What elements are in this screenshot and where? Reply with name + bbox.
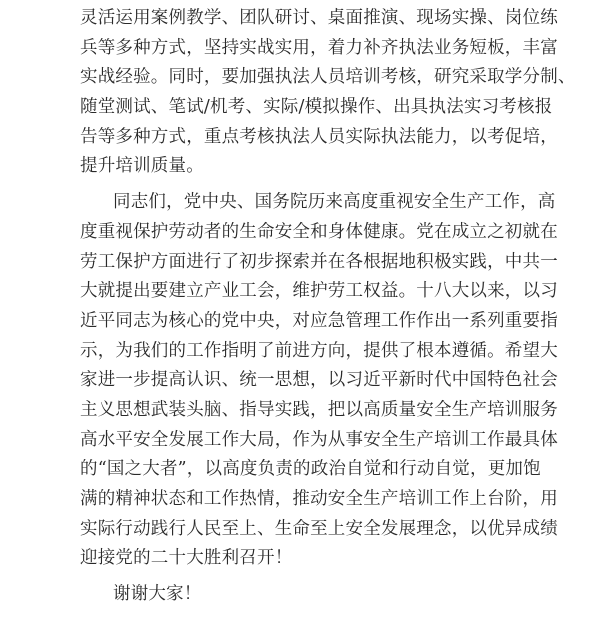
text-line: 随堂测试、笔试/机考、实际/模拟操作、出具执法实习考核报: [80, 97, 553, 118]
text-line: 灵活运用案例教学、团队研讨、桌面推演、现场实操、岗位练: [80, 8, 558, 28]
text-line: 大就提出要建立产业工会，维护劳工权益。十八大以来，以习: [80, 281, 558, 302]
paragraph-2: [80, 188, 558, 574]
text-line: 兵等多种方式，坚持实战实用，着力补齐执法业务短板，丰富: [80, 37, 558, 58]
text-line: 家进一步提高认识、统一思想，以习近平新时代中国特色社会: [80, 370, 558, 391]
document-body: [80, 4, 576, 610]
text-line: 主义思想武装头脑、指导实践，把以高质量安全生产培训服务: [80, 399, 558, 420]
text-line: 劳工保护方面进行了初步探索并在各根据地积极实践，中共一: [80, 251, 558, 272]
text-line: 近平同志为核心的党中央，对应急管理工作作出一系列重要指: [80, 310, 558, 331]
text-line: 提升培训质量。: [80, 156, 204, 177]
paragraph-1: [80, 4, 576, 182]
text-line: 实际行动践行人民至上、生命至上安全发展理念，以优异成绩: [80, 518, 558, 539]
text-line: 迎接党的二十大胜利召开！: [80, 548, 293, 569]
text-line: 实战经验。同时，要加强执法人员培训考核，研究采取学分制、: [80, 67, 576, 88]
text-line: 满的精神状态和工作热情，推动安全生产培训工作上台阶，用: [80, 489, 558, 509]
text-line: 度重视保护劳动者的生命安全和身体健康。党在成立之初就在: [80, 221, 558, 242]
text-line: 示，为我们的工作指明了前进方向，提供了根本遵循。希望大: [80, 340, 558, 361]
text-line: 高水平安全发展工作大局，作为从事安全生产培训工作最具体: [80, 429, 558, 450]
text-line: 告等多种方式，重点考核执法人员实际执法能力，以考促培，: [80, 126, 558, 147]
closing-line: 谢谢大家！: [113, 584, 202, 605]
text-line: 的“国之大者”，以高度负责的政治自觉和行动自觉，更加饱: [80, 459, 541, 480]
text-line: 同志们，党中央、国务院历来高度重视安全生产工作，高: [113, 192, 556, 213]
